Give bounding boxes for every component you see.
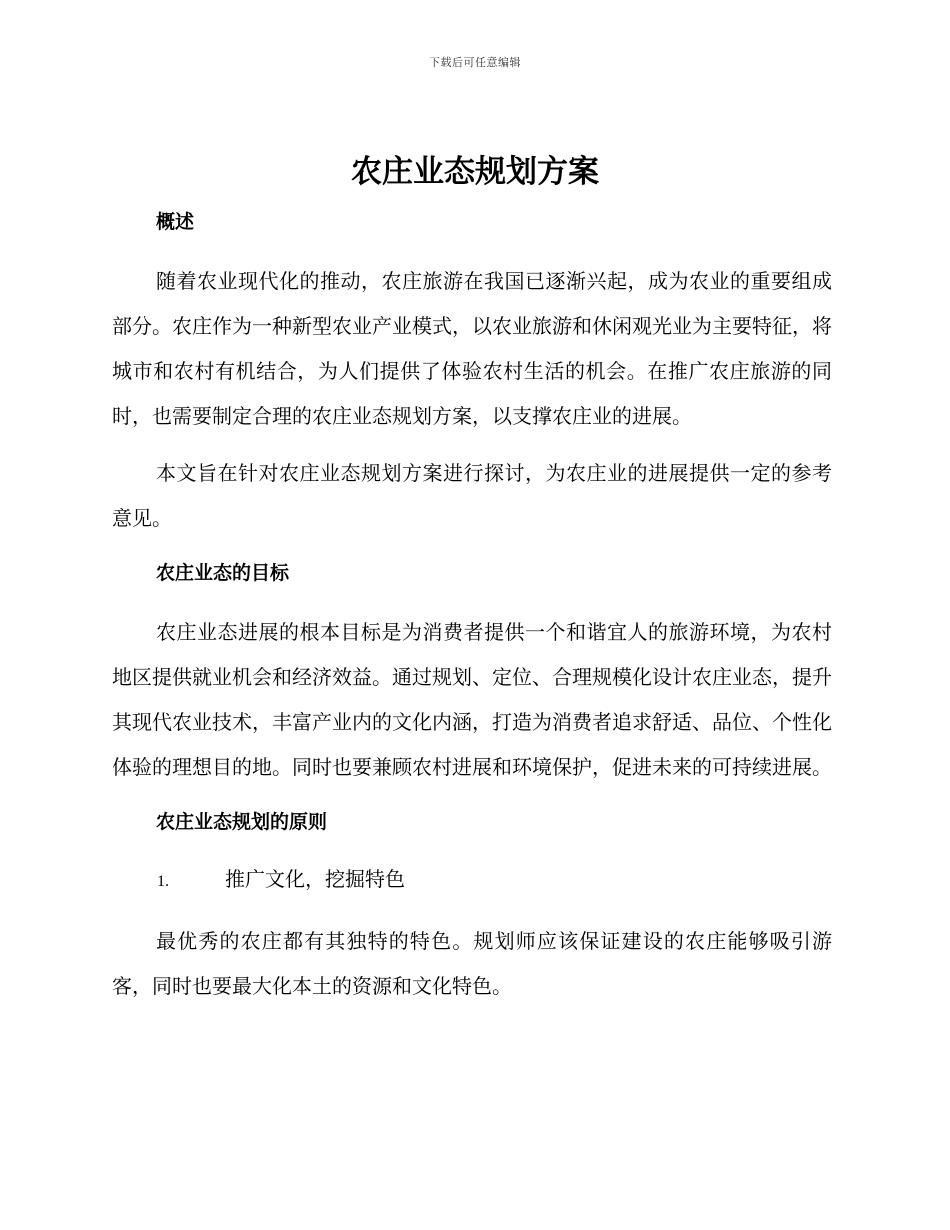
- paragraph: 本文旨在针对农庄业态规划方案进行探讨，为农庄业的进展提供一定的参考意见。: [112, 461, 832, 530]
- section-heading-goals: 农庄业态的目标: [156, 562, 290, 584]
- list-item: [112, 859, 832, 902]
- paragraph: 最优秀的农庄都有其独特的特色。规划师应该保证建设的农庄能够吸引游客，同时也要最大化本土的资源和文化特色。: [112, 929, 832, 998]
- list-item-title: 推广文化，挖掘特色: [225, 867, 405, 891]
- document-title: 农庄业态规划方案: [351, 154, 599, 190]
- document-body: [112, 202, 832, 1021]
- header-note: 下载后可任意编辑: [429, 56, 521, 69]
- section-heading-overview: 概述: [156, 211, 195, 233]
- list-item-number: 1.: [157, 873, 169, 890]
- paragraph: 随着农业现代化的推动，农庄旅游在我国已逐渐兴起，成为农业的重要组成部分。农庄作为一种新型农业产业模式，以农业旅游和休闲观光业为主要特征，将城市和农村有机结合，为人们提供了体验农村生活的机会。在推广农庄旅游的同时，也需要制定合理的农庄业态规划方案，以支撑农庄业的进展。: [112, 269, 832, 428]
- paragraph: 农庄业态进展的根本目标是为消费者提供一个和谐宜人的旅游环境，为农村地区提供就业机会和经济效益。通过规划、定位、合理规模化设计农庄业态，提升其现代农业技术，丰富产业内的文化内涵，打造为消费者追求舒适、品位、个性化体验的理想目的地。同时也要兼顾农村进展和环境保护，促进未来的可持续进展。: [112, 620, 832, 779]
- section-heading-principles: 农庄业态规划的原则: [156, 811, 328, 833]
